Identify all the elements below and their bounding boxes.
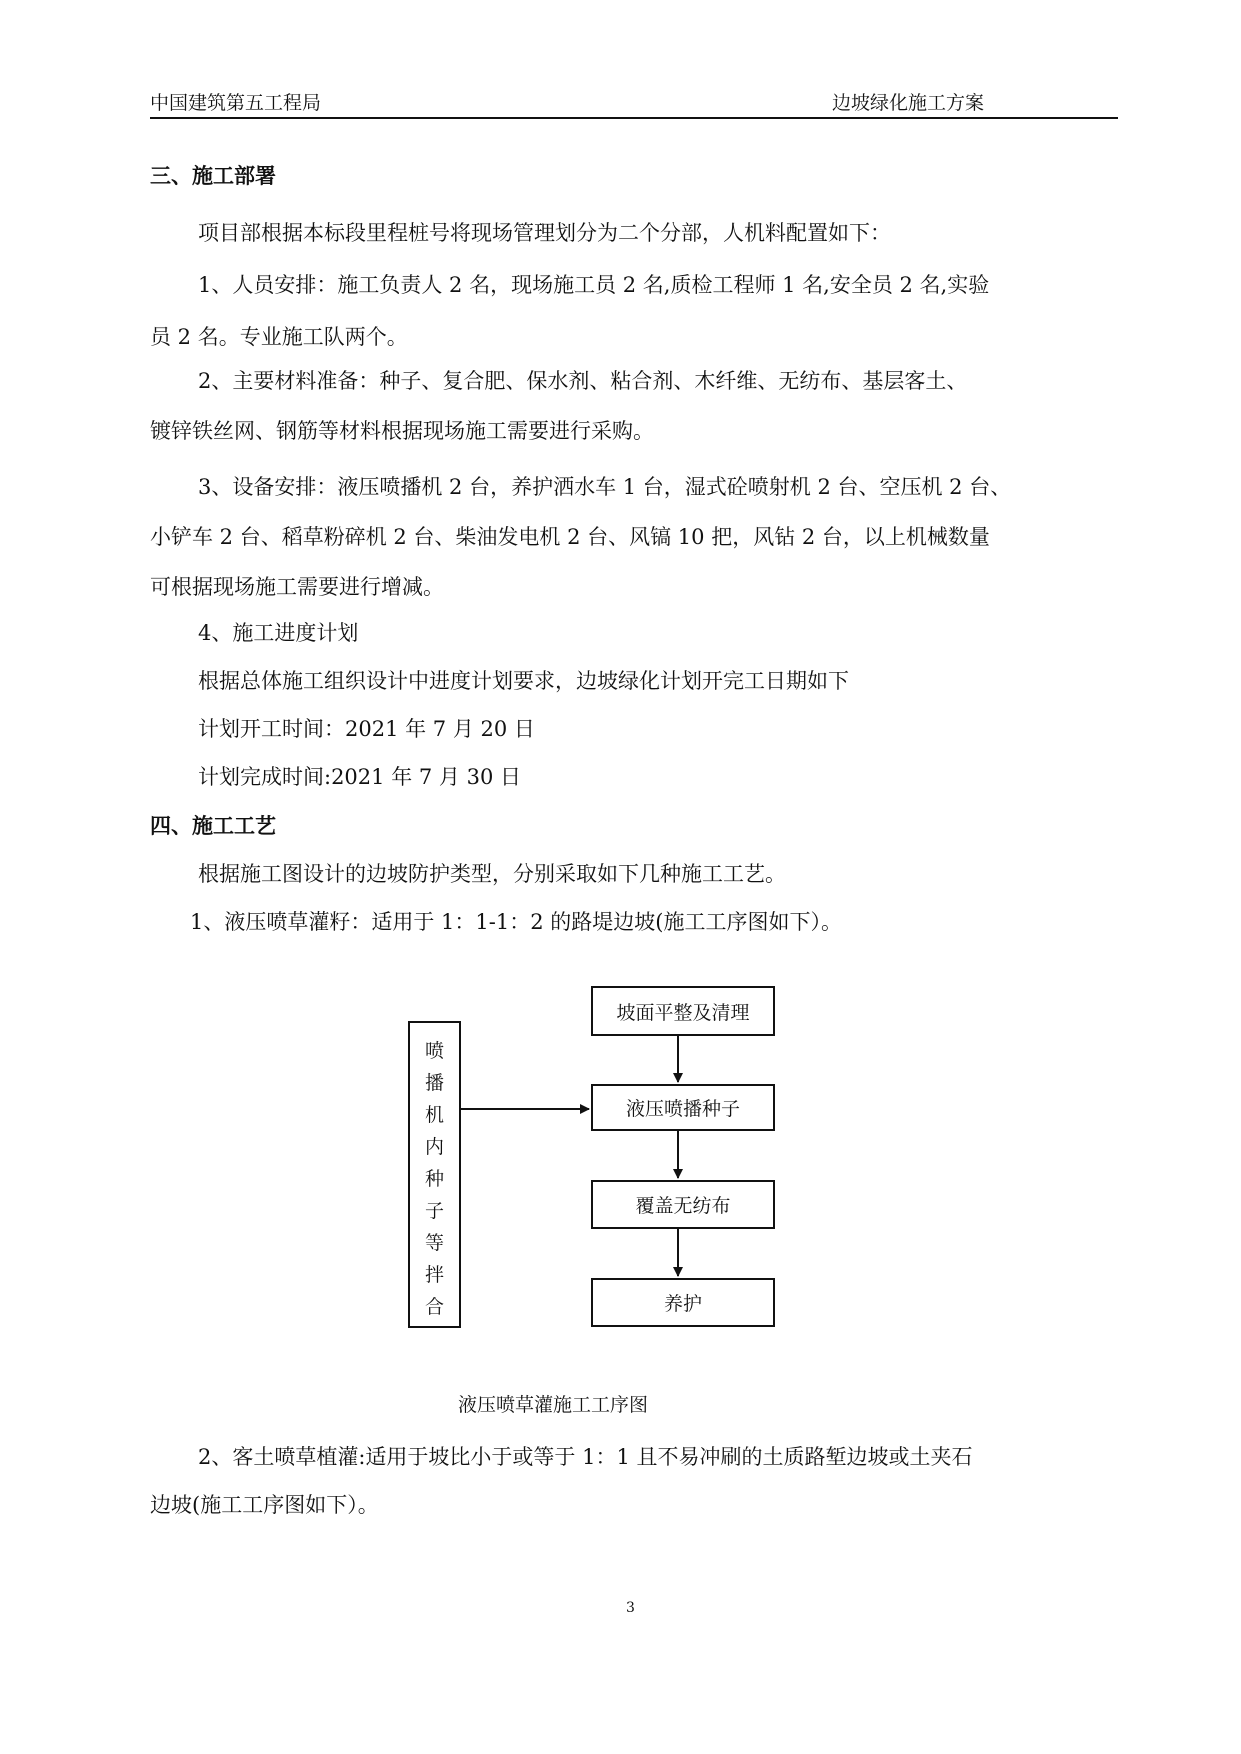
seed-mix-char: 拌 (424, 1264, 444, 1286)
seed-mix-char: 机 (424, 1104, 444, 1126)
schedule-desc: 根据总体施工组织设计中进度计划要求，边坡绿化计划开完工日期如下 (198, 669, 849, 693)
seed-mix-char: 播 (424, 1072, 444, 1094)
flowchart-caption: 液压喷草灌施工工序图 (458, 1394, 649, 1416)
section3-title: 三、施工部署 (150, 163, 276, 188)
seed-mix-char: 内 (424, 1136, 444, 1158)
schedule-heading: 4、施工进度计划 (198, 621, 359, 645)
step-slope-clean: 坡面平整及清理 (591, 986, 775, 1036)
section3-intro: 项目部根据本标段里程桩号将现场管理划分为二个分部，人机料配置如下： (198, 221, 891, 245)
method2-line1: 2、客土喷草植灌:适用于坡比小于或等于 1：1 且不易冲刷的土质路堑边坡或土夹石 (198, 1445, 973, 1469)
method2-line2: 边坡(施工工序图如下）。 (150, 1493, 379, 1517)
equipment-line3: 可根据现场施工需要进行增减。 (150, 575, 444, 599)
header-left: 中国建筑第五工程局 (150, 92, 322, 114)
section4-intro: 根据施工图设计的边坡防护类型，分别采取如下几种施工工艺。 (198, 862, 786, 886)
seed-mix-char: 种 (424, 1168, 444, 1190)
page-number: 3 (626, 1600, 635, 1616)
schedule-start: 计划开工时间：2021 年 7 月 20 日 (198, 717, 535, 741)
equipment-line1: 3、设备安排：液压喷播机 2 台，养护洒水车 1 台，湿式砼喷射机 2 台、空压机 2 台、 (198, 475, 1012, 499)
staffing-line2: 员 2 名。专业施工队两个。 (150, 325, 408, 349)
header-right: 边坡绿化施工方案 (832, 92, 985, 114)
schedule-end: 计划完成时间:2021 年 7 月 30 日 (198, 765, 521, 789)
seed-mix-char: 合 (424, 1296, 444, 1318)
step-cover-fabric: 覆盖无纺布 (591, 1180, 775, 1229)
step-hydro-seed: 液压喷播种子 (591, 1084, 775, 1131)
section4-title: 四、施工工艺 (150, 813, 276, 838)
seed-mix-char: 等 (424, 1232, 444, 1254)
seed-mix-char: 喷 (424, 1040, 444, 1062)
seed-mix-box (408, 1021, 461, 1328)
method1-desc: 1、液压喷草灌籽：适用于 1：1-1：2 的路堤边坡(施工工序图如下）。 (190, 910, 842, 934)
materials-line1: 2、主要材料准备：种子、复合肥、保水剂、粘合剂、木纤维、无纺布、基层客土、 (198, 369, 968, 393)
equipment-line2: 小铲车 2 台、稻草粉碎机 2 台、柴油发电机 2 台、风镐 10 把，风钻 2 台，以上机械数量 (150, 525, 990, 549)
staffing-line1: 1、人员安排：施工负责人 2 名，现场施工员 2 名,质检工程师 1 名,安全员 2 名,实验 (198, 273, 990, 297)
step-maintenance: 养护 (591, 1278, 775, 1327)
seed-mix-char: 子 (424, 1200, 444, 1222)
materials-line2: 镀锌铁丝网、钢筋等材料根据现场施工需要进行采购。 (150, 419, 654, 443)
